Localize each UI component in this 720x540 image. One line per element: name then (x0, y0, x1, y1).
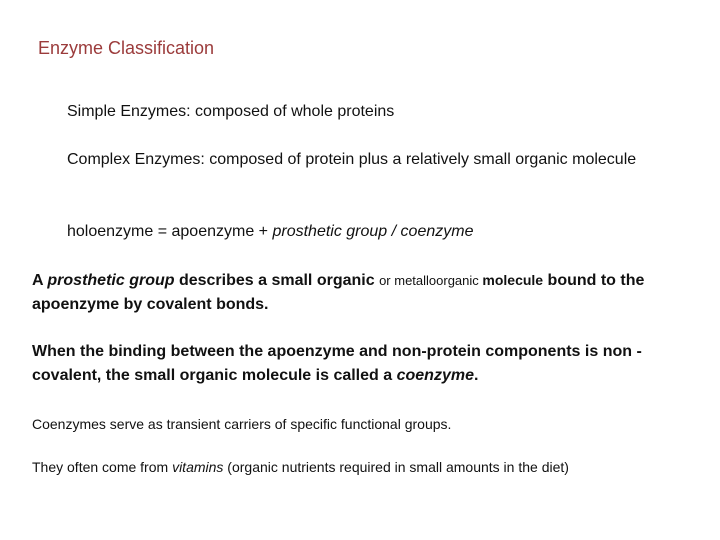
binding-a: When the binding between the apoenzyme and non-protein components is non -covalent, the small organic molecule is called a (32, 343, 642, 384)
prosthetic-c: or metalloorganic (379, 273, 483, 288)
holoenzyme-prefix: holoenzyme = apoenzyme + (67, 223, 273, 240)
vitamins-b: (organic nutrients required in small amounts in the diet) (223, 459, 569, 475)
vitamins-term: vitamins (172, 459, 224, 475)
simple-enzymes-text: Simple Enzymes: composed of whole proteins (67, 103, 395, 120)
prosthetic-group-text (32, 268, 697, 317)
prosthetic-a: A (32, 272, 48, 289)
prosthetic-e: bound to the apoenzyme by covalent bonds. (32, 272, 645, 313)
coenzymes-carriers-text: Coenzymes serve as transient carriers of specific functional groups. (32, 416, 452, 432)
vitamins-text (32, 455, 697, 479)
prosthetic-d: molecule (482, 272, 544, 288)
holoenzyme-italic: prosthetic group / coenzyme (272, 223, 474, 240)
complex-enzymes-text: Complex Enzymes: composed of protein plus a relatively small organic molecule (67, 151, 637, 168)
binding-term: coenzyme (396, 367, 474, 384)
holoenzyme-equation (67, 220, 667, 244)
prosthetic-b: describes a small organic (174, 272, 380, 289)
coenzyme-binding-text (32, 340, 697, 388)
prosthetic-term: prosthetic group (47, 272, 175, 289)
slide-title: Enzyme Classification (38, 38, 215, 58)
vitamins-a: They often come from (32, 459, 173, 475)
binding-end: . (473, 367, 479, 384)
